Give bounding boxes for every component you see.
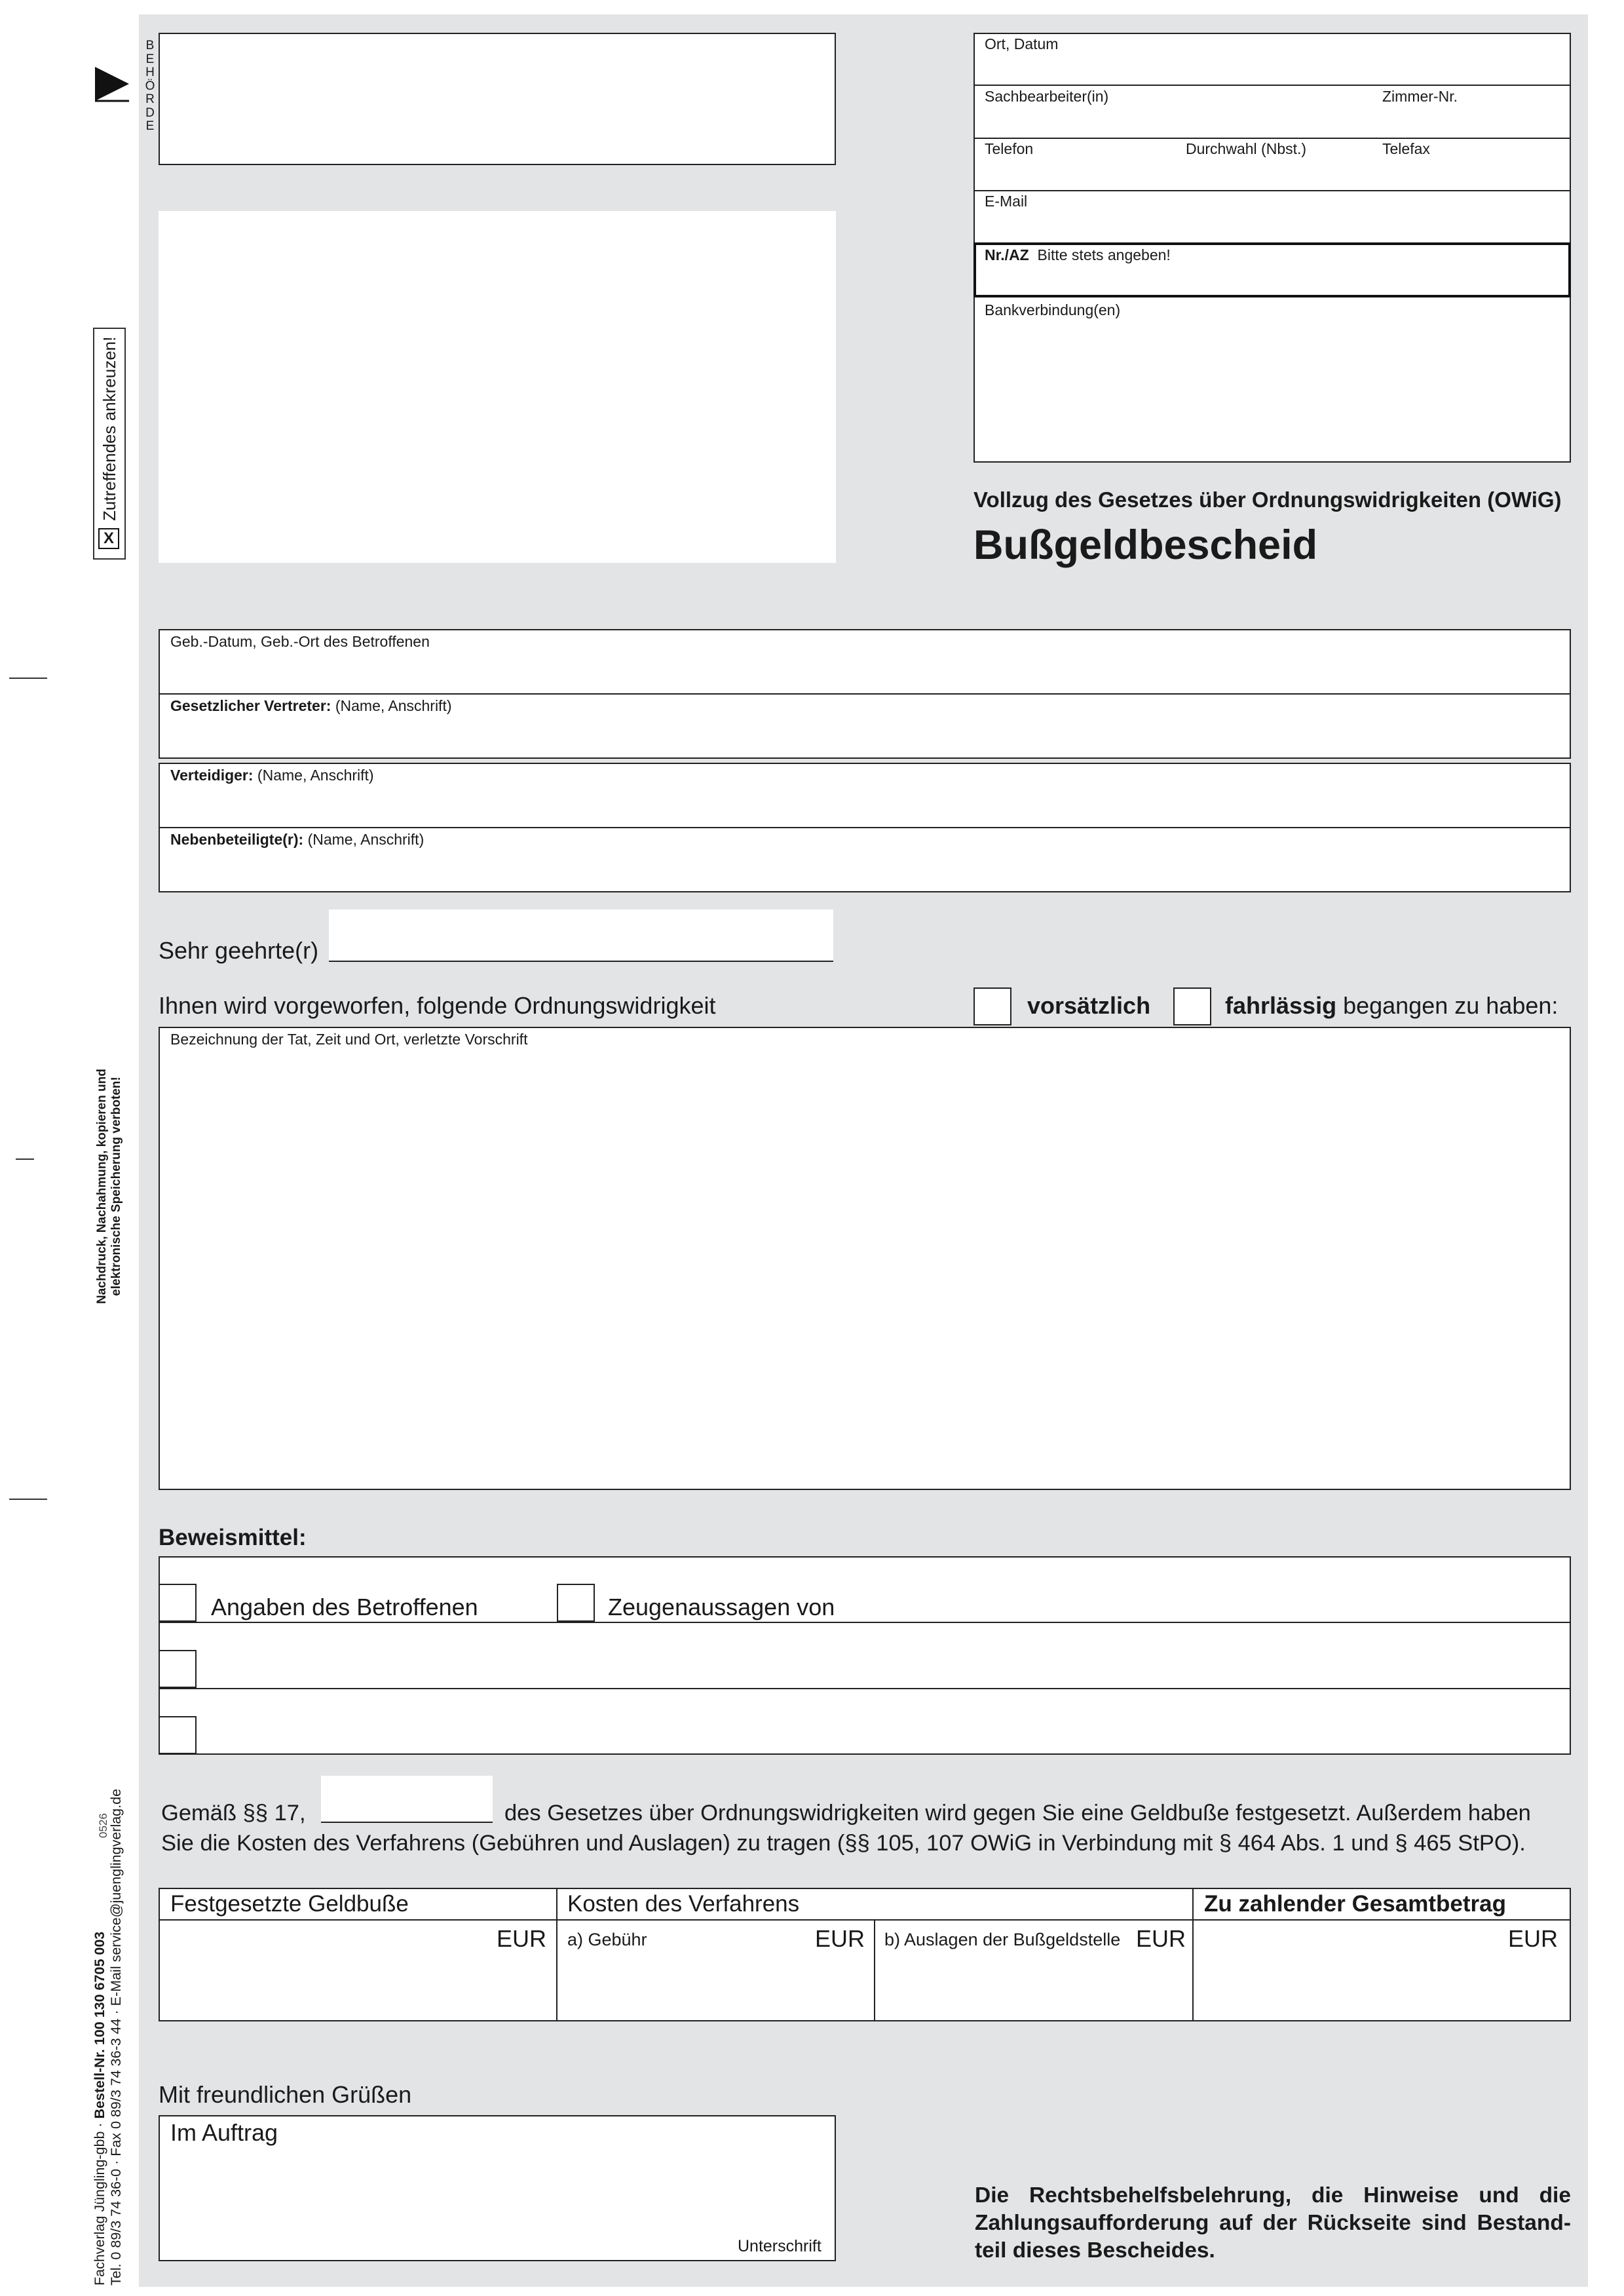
title-subtitle: Vollzug des Gesetzes über Ordnungswidrigkeiten (OWiG)	[973, 488, 1562, 512]
divider	[159, 1688, 1571, 1689]
closing-note	[975, 2182, 1571, 2265]
evidence-zeugen-checkbox[interactable]	[557, 1584, 595, 1622]
copyright-line: Nachdruck, Nachahmung, kopieren und	[95, 1069, 109, 1304]
letter: H	[145, 66, 155, 79]
evidence-extra-checkbox[interactable]	[159, 1650, 197, 1688]
letter: B	[145, 39, 155, 52]
geb-label: Geb.-Datum, Geb.-Ort des Betroffenen	[170, 633, 430, 650]
vorsaetzlich-checkbox[interactable]	[973, 987, 1011, 1025]
closing-note-line: Zahlungsaufforderung auf der Rückseite sind Bestand-	[975, 2211, 1571, 2235]
evidence-option-1: Angaben des Betroffenen	[211, 1594, 478, 1620]
divider	[874, 1919, 875, 2021]
salutation-label: Sehr geehrte(r)	[159, 937, 319, 964]
authority-field[interactable]	[159, 33, 836, 165]
col-geldbusse: Festgesetzte Geldbuße	[170, 1891, 409, 1917]
neben-rest: (Name, Anschrift)	[303, 831, 425, 848]
currency-label: EUR	[1508, 1925, 1558, 1952]
copyright-line: elektronische Speicherung verboten!	[109, 1077, 123, 1296]
telefax-label: Telefax	[1382, 140, 1430, 157]
verteidiger-rest: (Name, Anschrift)	[253, 767, 374, 784]
bank-label: Bankverbindung(en)	[985, 301, 1121, 318]
closing-note-line: teil dieses Bescheides.	[975, 2238, 1215, 2263]
page-title: Bußgeldbescheid	[973, 522, 1318, 568]
copyright-notice	[95, 1069, 124, 1304]
letter: R	[145, 92, 155, 106]
fold-mark	[9, 678, 47, 679]
greeting: Mit freundlichen Grüßen	[159, 2081, 412, 2108]
nebenbeteiligte-label	[170, 831, 424, 849]
evidence-box	[159, 1556, 1571, 1755]
vorsaetzlich-label: vorsätzlich	[1027, 992, 1151, 1019]
divider	[159, 693, 1571, 695]
letter: E	[145, 119, 155, 133]
punch-mark	[16, 1158, 34, 1160]
evidence-heading: Beweismittel:	[159, 1525, 307, 1550]
nr-az-hint: Bitte stets angeben!	[1037, 246, 1171, 263]
divider	[973, 190, 1571, 191]
mark-example-checkbox: X	[98, 528, 119, 549]
col-gesamt: Zu zahlender Gesamtbetrag	[1204, 1891, 1506, 1917]
fahrlaessig-checkbox[interactable]	[1173, 987, 1211, 1025]
sachbearbeiter-label: Sachbearbeiter(in)	[985, 88, 1109, 105]
divider	[556, 1888, 557, 2021]
currency-label: EUR	[815, 1925, 865, 1952]
publisher-line	[92, 1789, 108, 2286]
fahrlaessig-bold: fahrlässig	[1225, 992, 1337, 1019]
publisher-contact: Tel. 0 89/3 74 36-0 · Fax 0 89/3 74 36-3 44 · E-Mail service@juenglingverlag.de	[108, 1788, 124, 2286]
letter: Ö	[145, 79, 155, 93]
address-window	[159, 211, 836, 563]
zimmer-label: Zimmer-Nr.	[1382, 88, 1458, 105]
vertreter-label	[170, 697, 452, 715]
order-number: Bestell-Nr. 100 130 6705 003	[92, 1931, 107, 2119]
divider	[1192, 1888, 1194, 2021]
offense-description-field[interactable]	[159, 1027, 1571, 1490]
accusation-text: Ihnen wird vorgeworfen, folgende Ordnungswidrigkeit	[159, 992, 716, 1019]
closing-note-line: Die Rechtsbehelfsbelehrung, die Hinweise und die	[975, 2183, 1571, 2208]
divider	[159, 1919, 1571, 1921]
accusation-suffix: begangen zu haben:	[1336, 992, 1558, 1019]
nr-az: Nr./AZ	[985, 246, 1029, 263]
evidence-extra-checkbox[interactable]	[159, 1716, 197, 1754]
mark-hint-text: Zutreffendes ankreuzen!	[100, 336, 119, 521]
salutation-name-field[interactable]	[329, 909, 833, 962]
auslagen-label: b) Auslagen der Bußgeldstelle	[884, 1930, 1121, 1949]
legal-line-1: des Gesetzes über Ordnungswidrigkeiten wird gegen Sie eine Geldbuße festgesetzt. Außerdem haben	[504, 1801, 1531, 1826]
legal-prefix: Gemäß §§ 17,	[161, 1801, 306, 1826]
divider	[159, 1622, 1571, 1623]
ort-datum-label: Ort, Datum	[985, 35, 1059, 52]
divider	[973, 85, 1571, 86]
publisher-name: Fachverlag Jüngling-gbb ·	[92, 2118, 107, 2286]
letter: E	[145, 52, 155, 66]
fahrlaessig-label	[1225, 992, 1558, 1020]
vertreter-bold: Gesetzlicher Vertreter:	[170, 697, 331, 714]
arrow-right-icon	[94, 66, 130, 102]
evidence-option-2: Zeugenaussagen von	[608, 1594, 835, 1620]
currency-label: EUR	[1136, 1925, 1186, 1952]
evidence-betroffener-checkbox[interactable]	[159, 1584, 197, 1622]
paragraph-field[interactable]	[321, 1776, 493, 1823]
legal-line-2: Sie die Kosten des Verfahrens (Gebühren und Auslagen) zu tragen (§§ 105, 107 OWiG in Verbindung mit § 464 Abs. 1 und § 465 StPO).	[161, 1831, 1526, 1856]
telefon-label: Telefon	[985, 140, 1034, 157]
publisher-info	[92, 1789, 124, 2286]
verteidiger-bold: Verteidiger:	[170, 767, 254, 784]
durchwahl-label: Durchwahl (Nbst.)	[1186, 140, 1307, 157]
behoerde-vertical-label	[143, 39, 157, 134]
offense-field-label: Bezeichnung der Tat, Zeit und Ort, verletzte Vorschrift	[170, 1031, 528, 1048]
case-number-label	[985, 246, 1171, 264]
fold-mark	[9, 1499, 47, 1500]
currency-label: EUR	[497, 1925, 547, 1952]
gebuehr-label: a) Gebühr	[567, 1930, 647, 1949]
divider	[159, 827, 1571, 828]
email-label: E-Mail	[985, 193, 1028, 210]
letter: D	[145, 105, 155, 120]
col-kosten: Kosten des Verfahrens	[567, 1891, 800, 1917]
vertreter-rest: (Name, Anschrift)	[331, 697, 452, 714]
neben-bold: Nebenbeteiligte(r):	[170, 831, 304, 848]
signature-label: Unterschrift	[738, 2237, 821, 2255]
form-code: 0526	[97, 1813, 109, 1838]
divider	[973, 138, 1571, 139]
verteidiger-label	[170, 767, 374, 784]
im-auftrag-label: Im Auftrag	[170, 2119, 278, 2146]
